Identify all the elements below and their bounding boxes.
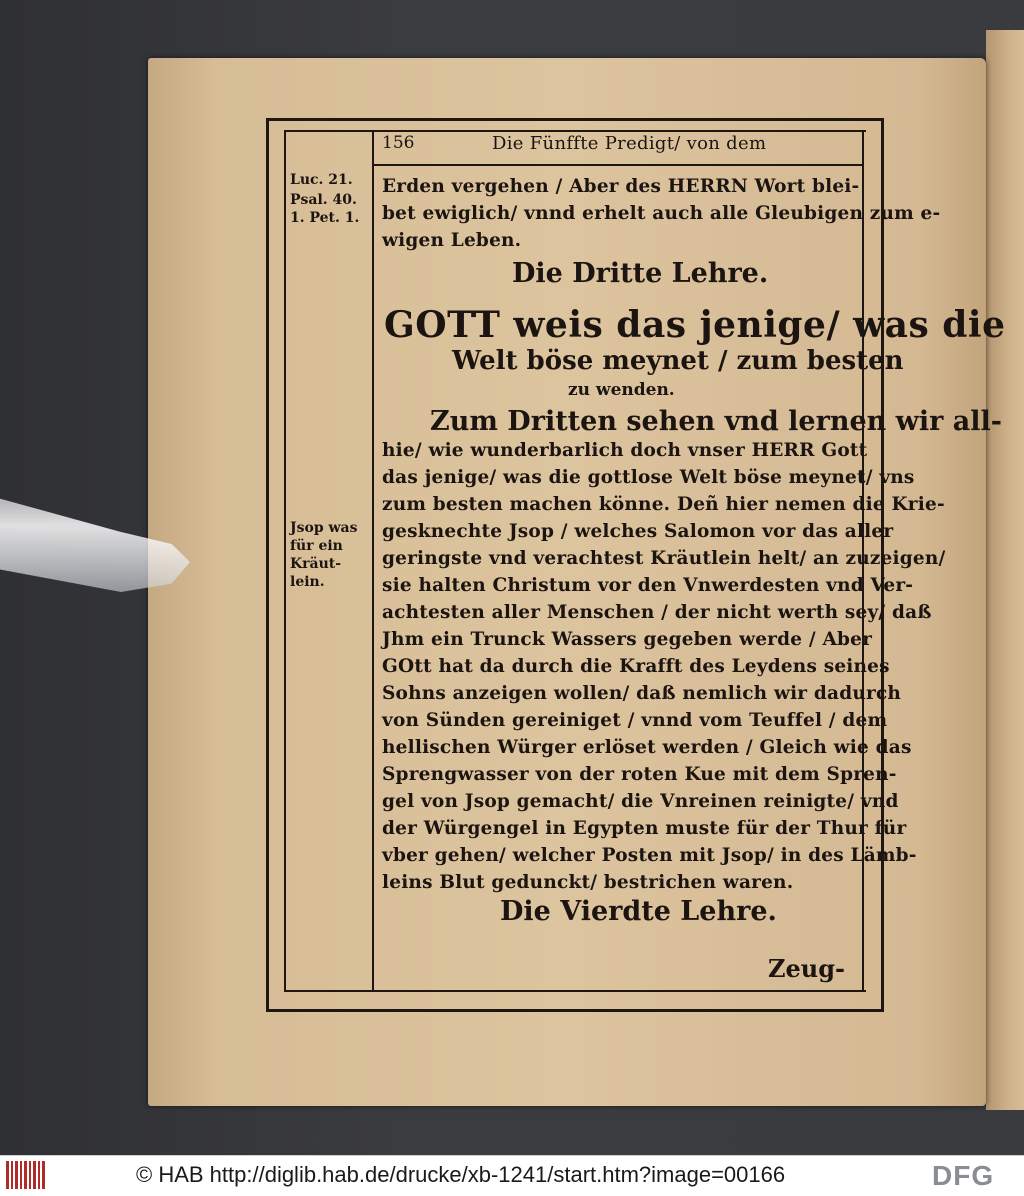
text-line: Erden vergehen / Aber des HERRN Wort blei- — [382, 176, 860, 197]
margin-column-rule — [372, 130, 374, 990]
hab-barcode-logo-icon — [6, 1161, 46, 1189]
catchword: Zeug- — [768, 954, 845, 983]
running-head: Die Fünffte Predigt/ von dem — [492, 133, 767, 154]
text-line: zum besten machen könne. Deñ hier nemen die Krie- — [382, 494, 945, 515]
section-title-line: zu wenden. — [568, 380, 675, 400]
text-line: Sprengwasser von der roten Kue mit dem Spren- — [382, 764, 897, 785]
text-line: der Würgengel in Egypten muste für der Thur für — [382, 818, 907, 839]
margin-ref: 1. Pet. 1. — [290, 210, 360, 226]
page-number: 156 — [382, 133, 415, 153]
margin-note-line: Kräut- — [290, 556, 342, 572]
text-line: Jhm ein Trunck Wassers gegeben werde / Aber — [382, 629, 873, 650]
text-line: gesknechte Jsop / welches Salomon vor das aller — [382, 521, 894, 542]
margin-ref: Luc. 21. — [290, 172, 353, 188]
text-line: vber gehen/ welcher Posten mit Jsop/ in des Lämb- — [382, 845, 917, 866]
text-line: das jenige/ was die gottlose Welt böse meynet/ vns — [382, 467, 915, 488]
text-line: sie halten Christum vor den Vnwerdesten vnd Ver- — [382, 575, 914, 596]
section-title-line: GOTT weis das jenige/ was die — [384, 304, 1006, 346]
text-line: GOtt hat da durch die Krafft des Leydens seines — [382, 656, 890, 677]
text-line: von Sünden gereiniget / vnnd vom Teuffel / dem — [382, 710, 888, 731]
text-line: bet ewiglich/ vnnd erhelt auch alle Gleubigen zum e- — [382, 203, 941, 224]
page-border-inner-bottom — [284, 990, 866, 992]
copyright-link[interactable]: © HAB http://diglib.hab.de/drucke/xb-1241/start.htm?image=00166 — [136, 1162, 786, 1187]
text-line: Sohns anzeigen wollen/ daß nemlich wir dadurch — [382, 683, 902, 704]
margin-note-line: lein. — [290, 574, 325, 590]
text-line: leins Blut gedunckt/ bestrichen waren. — [382, 872, 794, 893]
text-line: geringste vnd verachtest Kräutlein helt/ an zuzeigen/ — [382, 548, 946, 569]
section-title-line: Welt böse meynet / zum besten — [452, 346, 904, 376]
section-heading: Die Vierdte Lehre. — [500, 896, 777, 927]
header-rule — [372, 164, 862, 166]
text-line: wigen Leben. — [382, 230, 522, 251]
section-heading: Die Dritte Lehre. — [512, 258, 769, 289]
adjacent-page-edge — [986, 30, 1024, 1110]
text-line: hellischen Würger erlöset werden / Gleich wie das — [382, 737, 912, 758]
margin-note-line: Jsop was — [290, 520, 358, 536]
margin-note-line: für ein — [290, 538, 343, 554]
text-line: hie/ wie wunderbarlich doch vnser HERR Gott — [382, 440, 868, 461]
lead-line: Zum Dritten sehen vnd lernen wir all- — [430, 406, 1003, 437]
page-border-inner-left — [284, 130, 286, 990]
margin-ref: Psal. 40. — [290, 192, 357, 208]
text-line: achtesten aller Menschen / der nicht werth sey/ daß — [382, 602, 932, 623]
dfg-logo: DFG — [932, 1160, 995, 1191]
text-line: gel von Jsop gemacht/ die Vnreinen reinigte/ vnd — [382, 791, 899, 812]
